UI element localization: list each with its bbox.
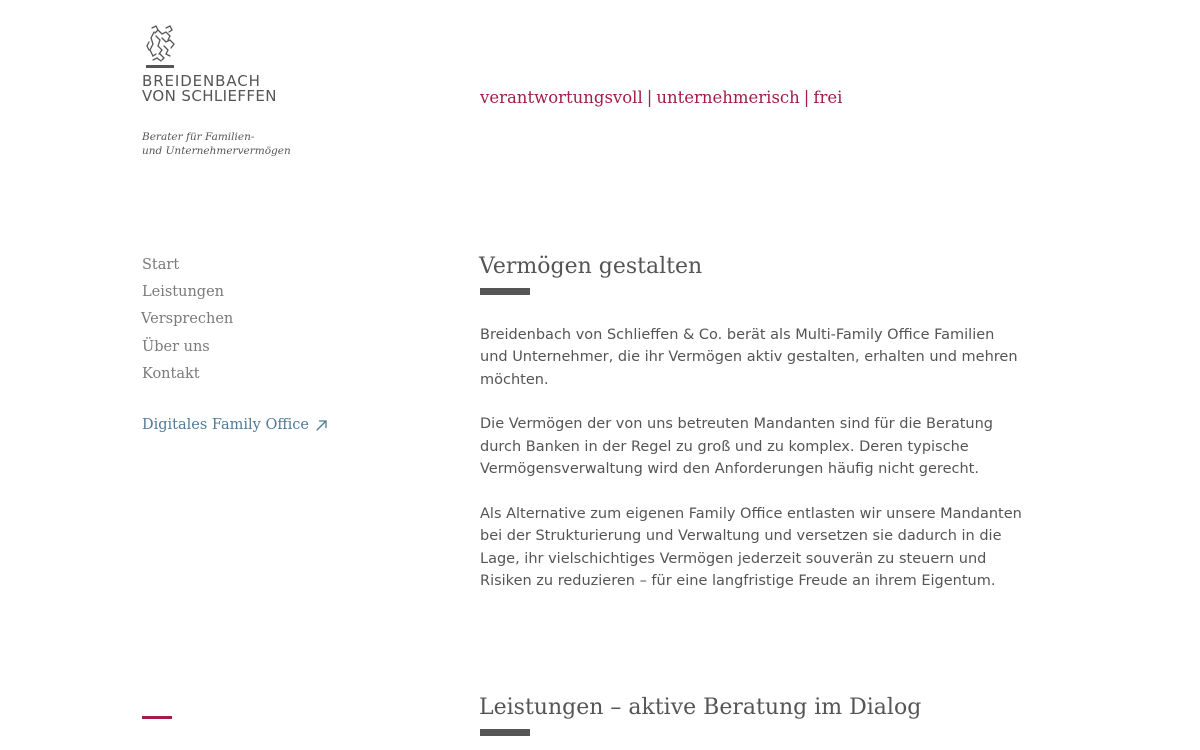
nav-item-leistungen[interactable]: Leistungen [142,284,224,301]
body-paragraph-3: Als Alternative zum eigenen Family Office entlasten wir unsere Mandanten bei der Strukturierung und Verwaltung und versetzen sie dadurch in die Lage, ihr vielschichtiges Vermögen jederzeit souverän zu steuern und Risiken zu reduzieren – für eine langfristige Freude an ihrem Eigentum. [480,505,1022,590]
slogan [480,88,842,107]
heraldic-lion-logo-icon [144,24,178,70]
company-name [142,74,302,104]
slogan-part-3: frei [813,88,843,107]
body-paragraph-2: Die Vermögen der von uns betreuten Mandanten sind für die Beratung durch Banken in der Regel zu groß und zu komplex. Deren typische Vermögensverwaltung wird den Anforderungen häufig nicht gerecht. [480,416,993,478]
external-arrow-icon [315,419,328,432]
nav-item-kontakt[interactable]: Kontakt [142,365,200,382]
section-title-leistungen: Leistungen – aktive Beratung im Dialog [479,695,922,720]
tagline-line1: Berater für Familien- [142,131,255,143]
section-title-vermoegen-gestalten: Vermögen gestalten [479,254,703,279]
slogan-separator-2: | [803,88,810,107]
nav-item-versprechen[interactable]: Versprechen [141,311,234,328]
body-paragraph-1: Breidenbach von Schlieffen & Co. berät als Multi-Family Office Familien und Unternehmer, die ihr Vermögen aktiv gestalten, erhalten und mehren möchten. [480,327,1018,388]
digital-family-office-label: Digitales Family Office [142,417,309,433]
company-name-line1: BREIDENBACH [142,72,261,90]
nav-item-start[interactable]: Start [142,257,180,273]
section2-title-underline [480,729,530,736]
slogan-part-1: verantwortungsvoll [480,88,643,107]
section-body [480,324,1025,615]
section-title-underline [480,288,530,295]
company-tagline [142,130,302,158]
digital-family-office-link[interactable] [142,417,328,433]
logo[interactable] [142,24,302,158]
slogan-separator-1: | [646,88,653,107]
tagline-line2: und Unternehmervermögen [142,145,291,157]
company-name-line2: VON SCHLIEFFEN [142,87,277,105]
main-navigation [142,255,233,391]
nav-item-ueber-uns[interactable]: Über uns [142,338,210,355]
accent-line [142,716,172,719]
slogan-part-2: unternehmerisch [656,88,800,107]
